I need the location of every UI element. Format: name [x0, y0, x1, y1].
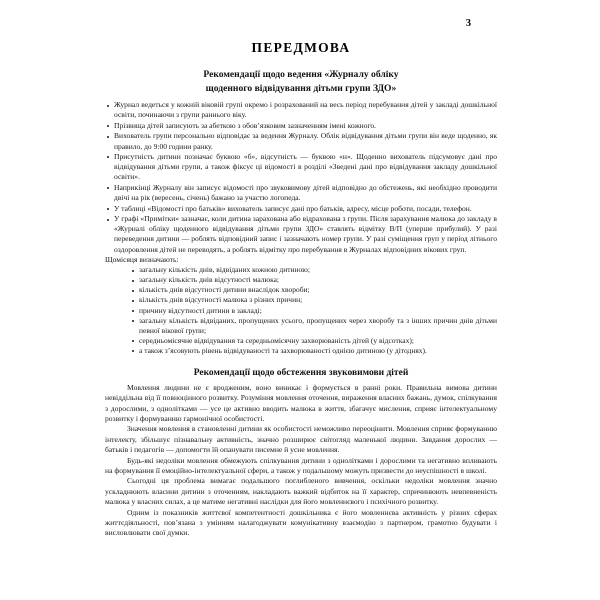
- list-item: кількість днів відсутності малюка з різних причин;: [131, 295, 497, 305]
- section-1-bullet-list: [105, 100, 497, 254]
- paragraph: Одним із показників життєвої компетентності дошкільника є його мовленнєва активність у різних сферах життєдіяльності, пов’язана з умінням налагоджувати комунікативну взаємодію з партнером, грамотно будувати і висловлювати свої думки.: [105, 507, 497, 538]
- list-item: загальну кількість відвіданих, пропущених усього, пропущених через хворобу та з інших причин днів дітьми певної вікової групи;: [131, 316, 497, 336]
- list-item: Вихователь групи персонально відповідає за ведення Журналу. Облік відвідування дітьми групи він веде щоденно, як правило, до 9:00 години ранку.: [105, 131, 497, 151]
- paragraph: Сьогодні ця проблема вимагає подальшого поглибленого вивчення, оскільки недоліки мовлення значно ускладнюють власини дитини з оточенням, накладають важкий відбиток на її характер, спричинюють невпевненість малюка у власних силах, а це матиме негативні наслідки для його мовленнєвого і психічного розвитку.: [105, 476, 497, 507]
- list-item: причину відсутності дитини в закладі;: [131, 306, 497, 316]
- list-item: кількість днів відсутності дитини внаслідок хвороби;: [131, 285, 497, 295]
- section-1-heading: [105, 68, 497, 95]
- page-title: ПЕРЕДМОВА: [251, 40, 351, 55]
- section-1-subbullet-list: [105, 265, 497, 356]
- list-item: Наприкінці Журналу він записує відомості про звуковимову дітей відповідно до обстежень, які необхідно проводити двічі на рік (вересень, січень) бажано за участю логопеда.: [105, 183, 497, 203]
- list-item: У графі «Примітки» зазначає, коли дитина зарахована або відрахована з групи. Після зарахування малюка до закладу в «Журналі обліку щоденного відвідування дітьми групи ЗДО» ставлять відмітку В/П (уперше прибулий). У разі переведення дитини — роблять відповідний запис і зазначають номер групи. У разі суміщення груп у період літнього оздоровлення дітей не переводять, а роблять відмітку про перебування в Журналах відповідних вікових груп.: [105, 214, 497, 255]
- page-content: [105, 40, 497, 539]
- list-item: Прізвища дітей записують за абеткою з обов’язковим зазначенням імені кожного.: [105, 121, 497, 131]
- paragraph: Значення мовлення в становленні дитини як особистості неможливо переоцінити. Мовлення сприяє формуванню інтелекту, збільшує пізнавальну активність, значно розширює світогляд маленької людини. Завдання дорослих — батьків і педагогів — допомогти їй опанувати писемне й усне мовлення.: [105, 424, 497, 455]
- section-2-heading: Рекомендації щодо обстеження звуковимови дітей: [193, 367, 409, 378]
- paragraph: Будь-які недоліки мовлення обмежують спілкування дитини з однолітками і дорослими та негативно впливають на формування її емоційно-інтелектуальної сфери, а також у подальшому можуть призвести до неуспішності в школі.: [105, 455, 497, 476]
- list-item: а також з’ясовують рівень відвідуваності та захворюваності однією дитиною (у дітоднях).: [131, 346, 497, 356]
- list-item: Присутність дитини позначає буквою «б», відсутність — буквою «н». Щоденно вихователь підсумовує дані про відвідування дітьми групи, а також фіксує ці відомості в розділі «Зведені дані про відвідування закладу дошкільної освіти».: [105, 152, 497, 182]
- section-1-heading-line-2: щоденного відвідування дітьми групи ЗДО»: [205, 82, 397, 94]
- section-1-heading-line-1: Рекомендації щодо ведення «Журналу обліку: [203, 69, 399, 80]
- list-item: загальну кількість днів відсутності малюка;: [131, 275, 497, 285]
- list-item: середньомісячне відвідування та середньомісячну захворюваність дітей (у відсотках);: [131, 336, 497, 346]
- list-item: Журнал ведеться у кожній віковій групі окремо і розрахований на весь період перебування дітей у закладі дошкільної освіти, починаючи з групи раннього віку.: [105, 100, 497, 120]
- list-item: загальну кількість днів, відвіданих кожною дитиною;: [131, 265, 497, 275]
- paragraph: Мовлення людини не є вродженим, воно виникає і формується в ранні роки. Правильна вимова дитини невіддільна від її повноцінного розвитку. Розуміння мовлення оточення, вираження власних бажань, думок, спілкування з дорослими, з однолітками — усе це активно вводить малюка в життя, збагачує мислення, сприяє інтелектуальному розвитку і формуванню гармонічної особистості.: [105, 382, 497, 424]
- page-number: 3: [465, 18, 471, 29]
- list-item: У таблиці «Відомості про батьків» вихователь записує дані про батьків, адресу, місце роботи, посади, телефон.: [105, 204, 497, 214]
- monthly-summary-intro: Щомісяця визначають:: [105, 255, 179, 265]
